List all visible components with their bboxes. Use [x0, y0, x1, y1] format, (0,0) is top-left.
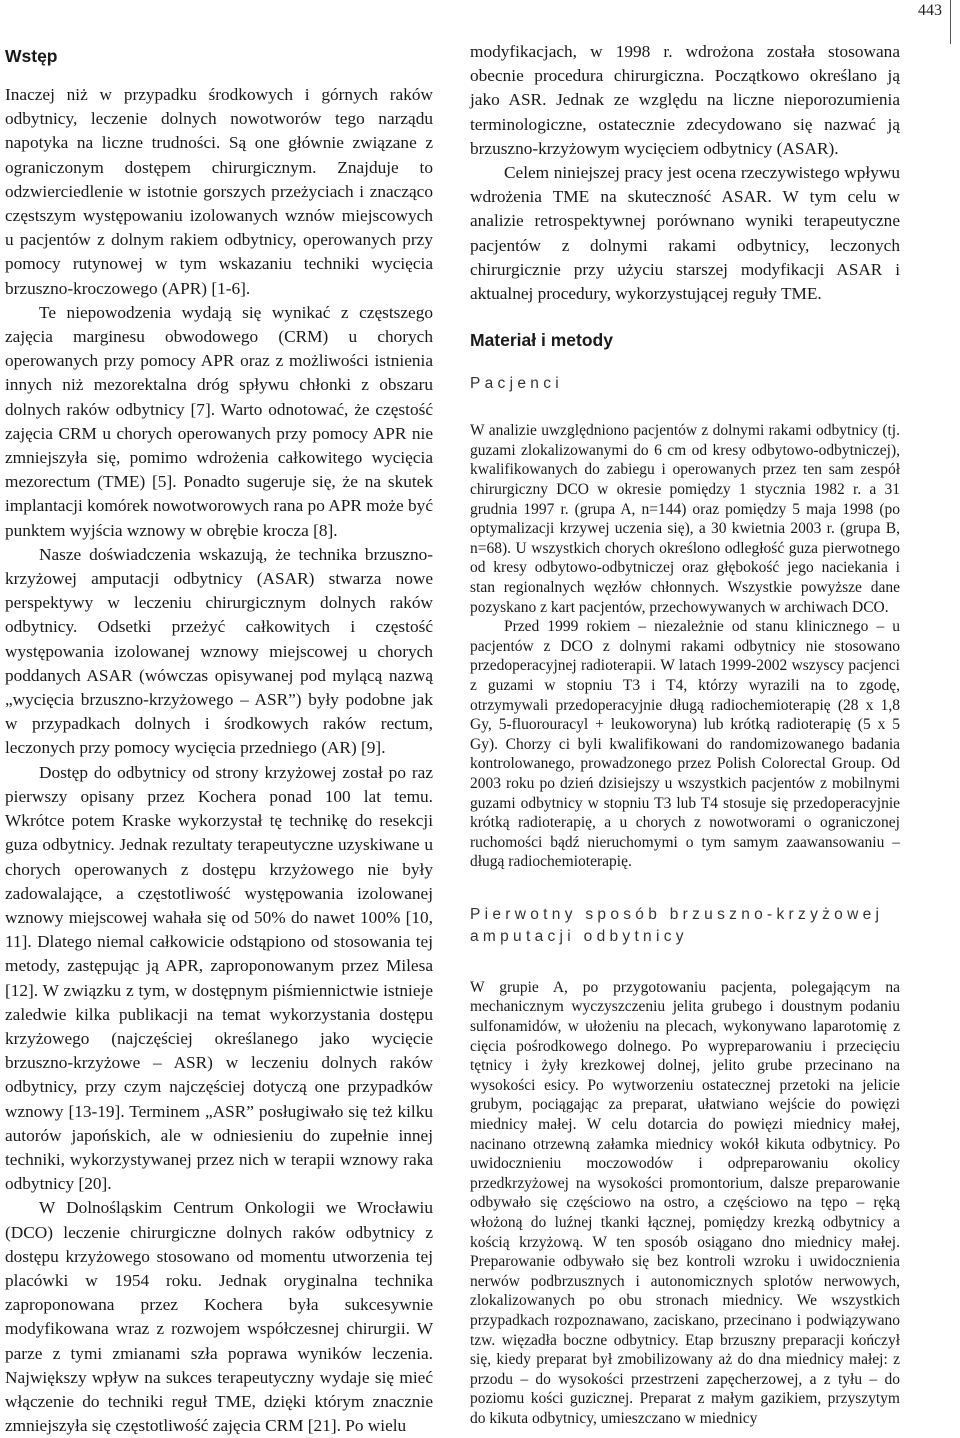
subheading-original-technique: Pierwotny sposób brzuszno-krzyżowej amputacji odbytnicy: [470, 905, 884, 945]
paragraph: Celem niniejszej pracy jest ocena rzeczywistego wpływu wdrożenia TME na skuteczność ASAR. W tym celu w analizie retrospektywnej porównano wyniki terapeutyczne pacjentów z dolnymi rakami odbytnicy, leczonych chirurgicznie przy użyciu starszej modyfikacji ASAR i aktualnej procedury, wykorzystującej reguły TME.: [470, 163, 900, 304]
paragraph: Przed 1999 rokiem – niezależnie od stanu klinicznego – u pacjentów z DCO z dolnymi rakami odbytnicy nie stosowano przedoperacyjnej radioterapii. W latach 1999-2002 wszyscy pacjenci z guzami w stopniu T3 i T4, którzy wyrazili na to zgodę, otrzymywali przedoperacyjnie długą radiochemioterapię (28 x 1,8 Gy, 5-fluorouracyl + leukoworyna) lub krótką radioterapię (5 x 5 Gy). Chorzy ci byli kwalifikowani do randomizowanego badania kontrolowanego, prowadzonego przez Polish Colorectal Group. Od 2003 roku po dzień dzisiejszy u wszystkich pacjentów z mobilnymi guzami odbytnicy w stopniu T3 lub T4 stosuje się przedoperacyjnie krótką radioterapię, a u chorych z nowotworami o ograniczonej ruchomości bądź nieruchomymi o tym samym zaawansowaniu – długą radiochemioterapię.: [470, 618, 900, 871]
paragraph: modyfikacjach, w 1998 r. wdrożona została stosowana obecnie procedura chirurgiczna. Początkowo określano ją jako ASR. Jednak ze względu na liczne nieporozumienia terminologiczne, ostatecznie zdecydowano się nazwać ją brzuszno-krzyżowym wycięciem odbytnicy (ASAR).: [470, 42, 900, 158]
paragraph: Inaczej niż w przypadku środkowych i górnych raków odbytnicy, leczenie dolnych nowotworów tego narządu napotyka na liczne trudności. Są one głównie związane z ograniczonym dostępem chirurgicznym. Znajduje to odzwierciedlenie w istotnie gorszych przeżyciach i znacząco częstszym występowaniu izolowanych wznów miejscowych u pacjentów z dolnym rakiem odbytnicy, operowanych przy pomocy rutynowej w tym wskazaniu techniki wycięcia brzuszno-kroczowego (APR) [1-6].: [5, 85, 433, 298]
paragraph: Nasze doświadczenia wskazują, że technika brzuszno-krzyżowej amputacji odbytnicy (ASAR) stwarza nowe perspektywy w leczeniu chirurgicznym dolnych raków odbytnicy. Odsetki przeżyć całkowitych i częstość występowania izolowanej wznowy miejscowej u chorych poddanych ASAR (wówczas opisywanej pod mylącą nazwą „wycięcia brzuszno-krzyżowego – ASR”) były podobne jak w przypadkach dolnych i środkowych raków rectum, leczonych przy pomocy wycięcia przedniego (AR) [9].: [5, 544, 433, 758]
subheading-patients: Pacjenci: [470, 375, 563, 393]
paragraph: Dostęp do odbytnicy od strony krzyżowej został po raz pierwszy opisany przez Kochera ponad 100 lat temu. Wkrótce potem Kraske wykorzystał tę technikę do resekcji guza odbytnicy. Jednak rezultaty terapeutyczne uzyskiwane u chorych operowanych z dostępu krzyżowego nie były zadowalające, a częstotliwość występowania izolowanej wznowy miejscowej wahała się od 50% do nawet 100% [10, 11]. Dlatego niemal całkowicie odstąpiono od stosowania tej metody, zastępując ją APR, zaproponowanym przez Milesa [12]. W związku z tym, w dostępnym piśmiennictwie istnieje zaledwie kilka publikacji na temat wykorzystania dostępu krzyżowego (najczęściej określanego jako wycięcie brzuszno-krzyżowe – ASR) w leczeniu dolnych raków odbytnicy, przy czym najczęściej dotyczą one przypadków wznowy [13-19]. Terminem „ASR” posługiwało się też kilku autorów japońskich, ale w odniesieniu do zupełnie innej techniki, wykorzystywanej przez nich w terapii wznowy raka odbytnicy [20].: [5, 762, 433, 1194]
right-column: [470, 40, 900, 1429]
paragraph: Te niepowodzenia wydają się wynikać z częstszego zajęcia marginesu obwodowego (CRM) u chorych operowanych przy pomocy APR oraz z możliwości istnienia innych niż mezorektalna dróg spływu chłonki z obszaru dolnych raków odbytnicy [7]. Warto odnotować, że częstość zajęcia CRM u chorych operowanych przy pomocy APR nie zmniejszyła się, pomimo wdrożenia całkowitego wycięcia mezorectum (TME) [5]. Ponadto sugeruje się, że na skutek implantacji komórek nowotworowych rana po APR może być punktem wyjścia wznowy w obrębie krocza [8].: [5, 302, 433, 540]
paragraph: W Dolnośląskim Centrum Onkologii we Wrocławiu (DCO) leczenie chirurgiczne dolnych raków odbytnicy z dostępu krzyżowego stosowano od momentu utworzenia tej placówki w 1954 roku. Jednak oryginalna technika zaproponowana przez Kochera była sukcesywnie modyfikowana wraz z rozwojem współczesnej chirurgii. W parze z tymi zmianami szła poprawa wyników leczenia. Największy wpływ na sukces terapeutyczny wydaje się mieć włączenie do techniki reguł TME, dzięki którym znacznie zmniejszyła się częstotliwość zajęcia CRM [21]. Po wielu: [5, 1198, 433, 1436]
section-heading-introduction: Wstęp: [5, 46, 58, 66]
left-column: [5, 40, 433, 1438]
page-number-rule: [950, 0, 951, 44]
page-number: 443: [918, 2, 942, 19]
section-heading-methods: Materiał i metody: [470, 330, 613, 351]
paragraph: W grupie A, po przygotowaniu pacjenta, polegającym na mechanicznym wyczyszczeniu jelita grubego i doustnym podaniu sulfonamidów, w ułożeniu na plecach, wykonywano laparotomię z cięcia pośrodkowego dolnego. Po wypreparowaniu i przecięciu tętnicy i żyły krezkowej dolnej, jelito grube przecinano na wysokości esicy. Po wytworzeniu ostatecznej przetoki na jelicie grubym, pociągając za preparat, ułatwiano wejście do powięzi miednicy małej. W celu dotarcia do powięzi miednicy małej, nacinano otrzewną załamka miednicy wokół kikuta odbytnicy. Po uwidocznieniu moczowodów i odpreparowaniu okolicy przedkrzyżowej na wysokości promontorium, dalsze preparowanie odbywało się częściowo na ostro, a częściowo na tępo – ręką włożoną do luźnej tkanki łącznej, pomiędzy krezką odbytnicy a kością krzyżową. W ten sposób osiągano dno miednicy małej. Preparowanie odbywało się bez kontroli wzroku i uwidocznienia nerwów podbrzusznych i autonomicznych splotów nerwowych, zlokalizowanych po obu stronach miednicy. We wszystkich przypadkach rozpoznawano, zaciskano, przecinano i podwiązywano tzw. więzadła boczne odbytnicy. Etap brzuszny preparacji kończył się, kiedy preparat był zmobilizowany aż do dna miednicy małej: z przodu – do wysokości przestrzeni zapęcherzowej, a z tyłu – do poziomu kości guzicznej. Preparat z małym gazikiem, przyszytym do kikuta odbytnicy, umieszczano w miednicy: [470, 978, 900, 1427]
paragraph: W analizie uwzględniono pacjentów z dolnymi rakami odbytnicy (tj. guzami zlokalizowanymi do 6 cm od kresy odbytowo-odbytniczej), kwalifikowanych do zabiegu i operowanych przez ten sam zespół chirurgiczny DCO w okresie pomiędzy 1 stycznia 1982 r. a 31 grudnia 1997 r. (grupa A, n=144) oraz pomiędzy 5 maja 1998 (po optymalizacji krzywej uczenia się), a 30 kwietnia 2003 r. (grupa B, n=68). U wszystkich chorych określono odległość guza pierwotnego od kresy odbytowo-odbytniczej oraz głębokość jego naciekania i stan regionalnych węzłów chłonnych. Wszystkie powyższe dane pozyskano z kart pacjentów, przechowywanych w archiwach DCO.: [470, 422, 900, 616]
